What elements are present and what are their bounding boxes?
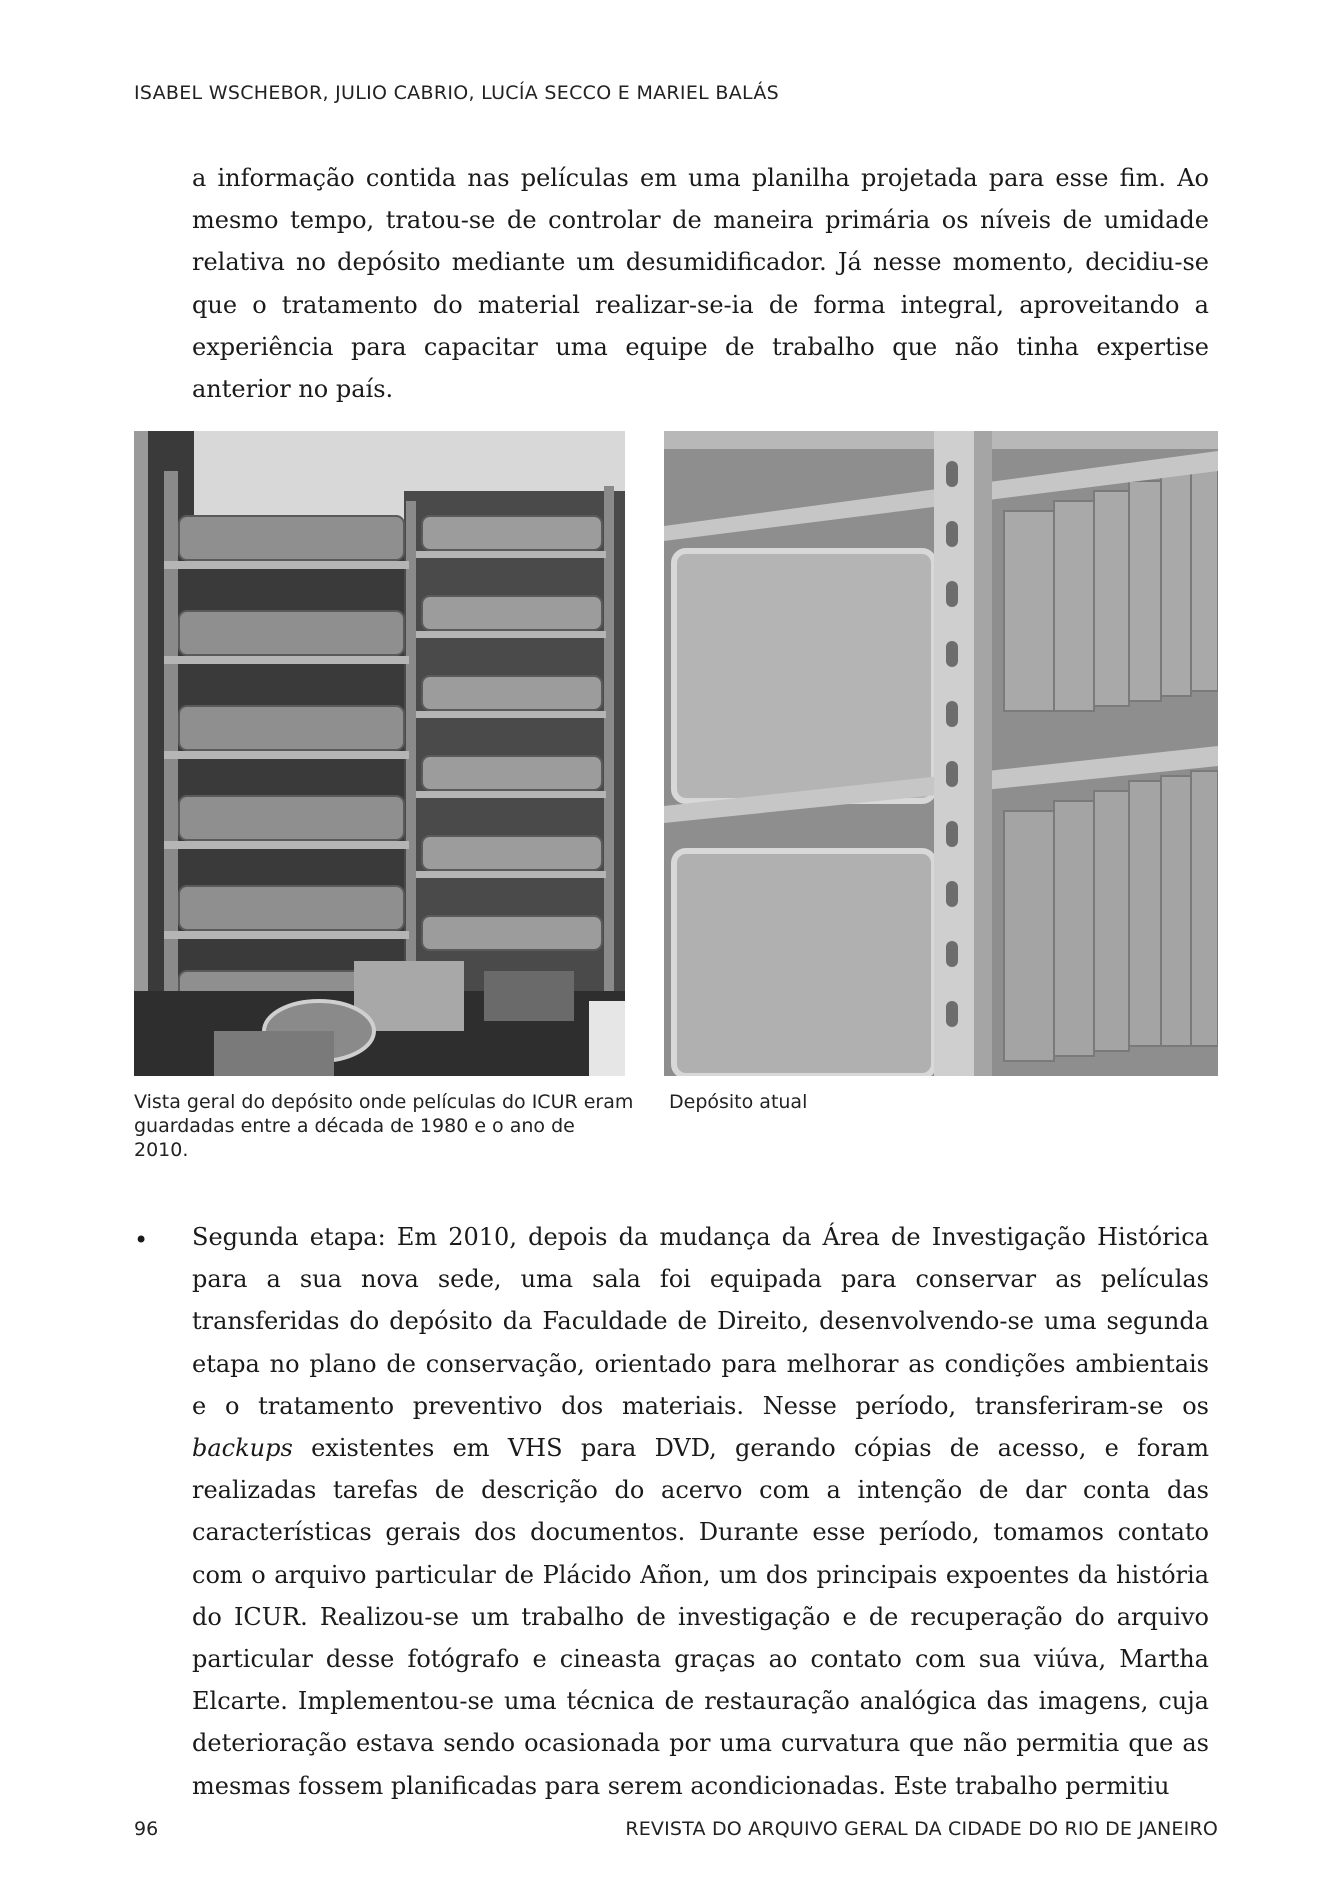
caption-old-deposit: Vista geral do depósito onde películas do ICUR eram guardadas entre a década de 1980 e o ano de 2010. — [134, 1091, 634, 1161]
page-number: 96 — [134, 1818, 159, 1840]
paragraph-2-text-start: Segunda etapa: Em 2010, depois da mudança da Área de Investigação Histórica para a sua nova sede, uma sala foi equipada para conservar as películas transferidas do depósito da Faculdade de Direito, desenvolvendo-se uma segunda etapa no plano de conservação, orientado para melhorar as condições ambientais e o tratamento preventivo dos materiais. Nesse período, transferiram-se os — [192, 1223, 1209, 1420]
body-paragraph-2 — [192, 1216, 1209, 1807]
caption-current-deposit: Depósito atual — [669, 1091, 808, 1113]
photo-old-film-deposit — [134, 431, 625, 1076]
running-head-authors: ISABEL WSCHEBOR, JULIO CABRIO, LUCÍA SECCO E MARIEL BALÁS — [134, 82, 779, 104]
body-paragraph-1: a informação contida nas películas em uma planilha projetada para esse fim. Ao mesmo tempo, tratou-se de controlar de maneira primária os níveis de umidade relativa no depósito mediante um desumidificador. Já nesse momento, decidiu-se que o tratamento do material realizar-se-ia de forma integral, aproveitando a experiência para capacitar uma equipe de trabalho que não tinha expertise anterior no país. — [192, 164, 1209, 404]
bullet-marker: • — [134, 1226, 149, 1254]
journal-title: REVISTA DO ARQUIVO GERAL DA CIDADE DO RIO DE JANEIRO — [625, 1818, 1218, 1840]
paragraph-2-text-end: existentes em VHS para DVD, gerando cópias de acesso, e foram realizadas tarefas de descrição do acervo com a intenção de dar conta das características gerais dos documentos. Durante esse período, tomamos contato com o arquivo particular de Plácido Añon, um dos principais expoentes da história do ICUR. Realizou-se um trabalho de investigação e de recuperação do arquivo particular desse fotógrafo e cineasta graças ao contato com sua viúva, Martha Elcarte. Implementou-se uma técnica de restauração analógica das imagens, cuja deterioração estava sendo ocasionada por uma curvatura que não permitia que as mesmas fossem planificadas para serem acondicionadas. Este trabalho permitiu — [192, 1434, 1209, 1800]
paragraph-2-italic-term: backups — [192, 1434, 293, 1463]
photo-current-deposit — [664, 431, 1218, 1076]
